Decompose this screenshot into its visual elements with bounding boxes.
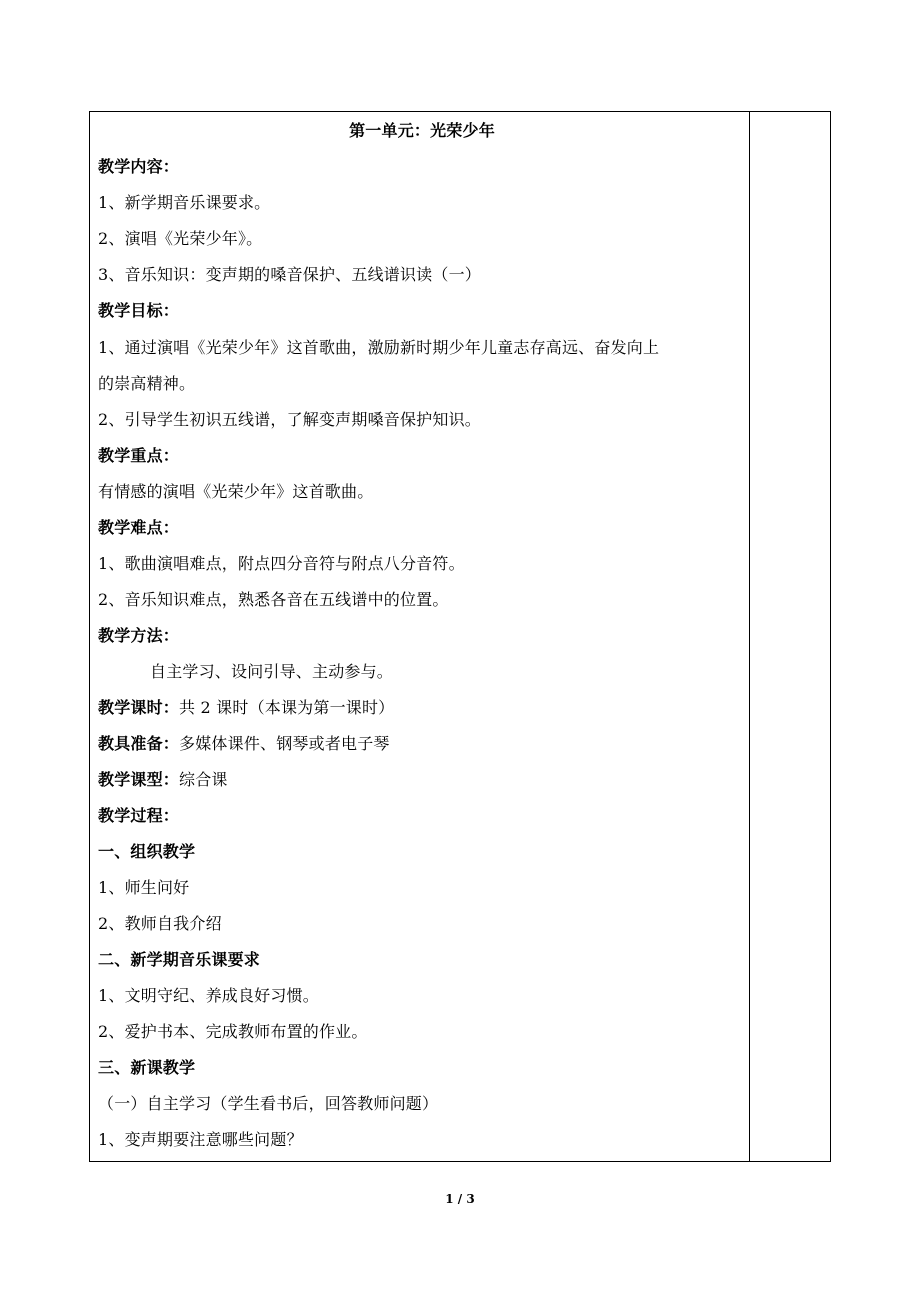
type-label: 教学课型：: [98, 770, 180, 789]
part1-item: 1、师生问好: [98, 878, 190, 897]
type-row: [98, 770, 228, 790]
difficulty-item: 2、音乐知识难点，熟悉各音在五线谱中的位置。: [98, 590, 449, 609]
part2-item: 2、爱护书本、完成教师布置的作业。: [98, 1022, 368, 1041]
method-item: 自主学习、设问引导、主动参与。: [150, 662, 394, 681]
difficulty-heading: 教学难点：: [98, 518, 180, 537]
hours-row: [98, 698, 394, 718]
part2-heading: 二、新学期音乐课要求: [98, 950, 261, 969]
content-item: 1、新学期音乐课要求。: [98, 193, 271, 212]
goal-item-1-line-2: 的崇高精神。: [98, 374, 196, 393]
content-item: 2、演唱《光荣少年》。: [98, 229, 263, 248]
part1-heading: 一、组织教学: [98, 842, 196, 861]
tools-value: 多媒体课件、钢琴或者电子琴: [179, 734, 390, 753]
lesson-content-cell: [90, 112, 750, 1161]
hours-value: 共 2 课时（本课为第一课时）: [179, 698, 395, 717]
lesson-plan-table: [89, 111, 831, 1162]
goal-heading: 教学目标：: [98, 301, 180, 320]
part3-item: 1、变声期要注意哪些问题？: [98, 1130, 303, 1149]
process-heading: 教学过程：: [98, 806, 180, 825]
part2-item: 1、文明守纪、养成良好习惯。: [98, 986, 319, 1005]
page-number: 1 / 3: [445, 1192, 475, 1206]
hours-label: 教学课时：: [98, 698, 180, 717]
part3-sub: （一）自主学习（学生看书后，回答教师问题）: [98, 1094, 439, 1113]
goal-item-1-line-1: 1、通过演唱《光荣少年》这首歌曲，激励新时期少年儿童志存高远、奋发向上: [98, 338, 660, 357]
difficulty-item: 1、歌曲演唱难点，附点四分音符与附点八分音符。: [98, 554, 465, 573]
part1-item: 2、教师自我介绍: [98, 914, 222, 933]
unit-title: 第一单元：光荣少年: [349, 121, 495, 140]
notes-cell: [750, 112, 830, 1161]
content-item: 3、音乐知识：变声期的嗓音保护、五线谱识读（一）: [98, 265, 481, 284]
content-heading: 教学内容：: [98, 157, 180, 176]
key-heading: 教学重点：: [98, 446, 180, 465]
part3-heading: 三、新课教学: [98, 1058, 196, 1077]
method-heading: 教学方法：: [98, 626, 180, 645]
type-value: 综合课: [179, 770, 228, 789]
tools-row: [98, 734, 390, 754]
key-item: 有情感的演唱《光荣少年》这首歌曲。: [98, 482, 374, 501]
tools-label: 教具准备：: [98, 734, 180, 753]
goal-item-2: 2、引导学生初识五线谱，了解变声期嗓音保护知识。: [98, 410, 481, 429]
